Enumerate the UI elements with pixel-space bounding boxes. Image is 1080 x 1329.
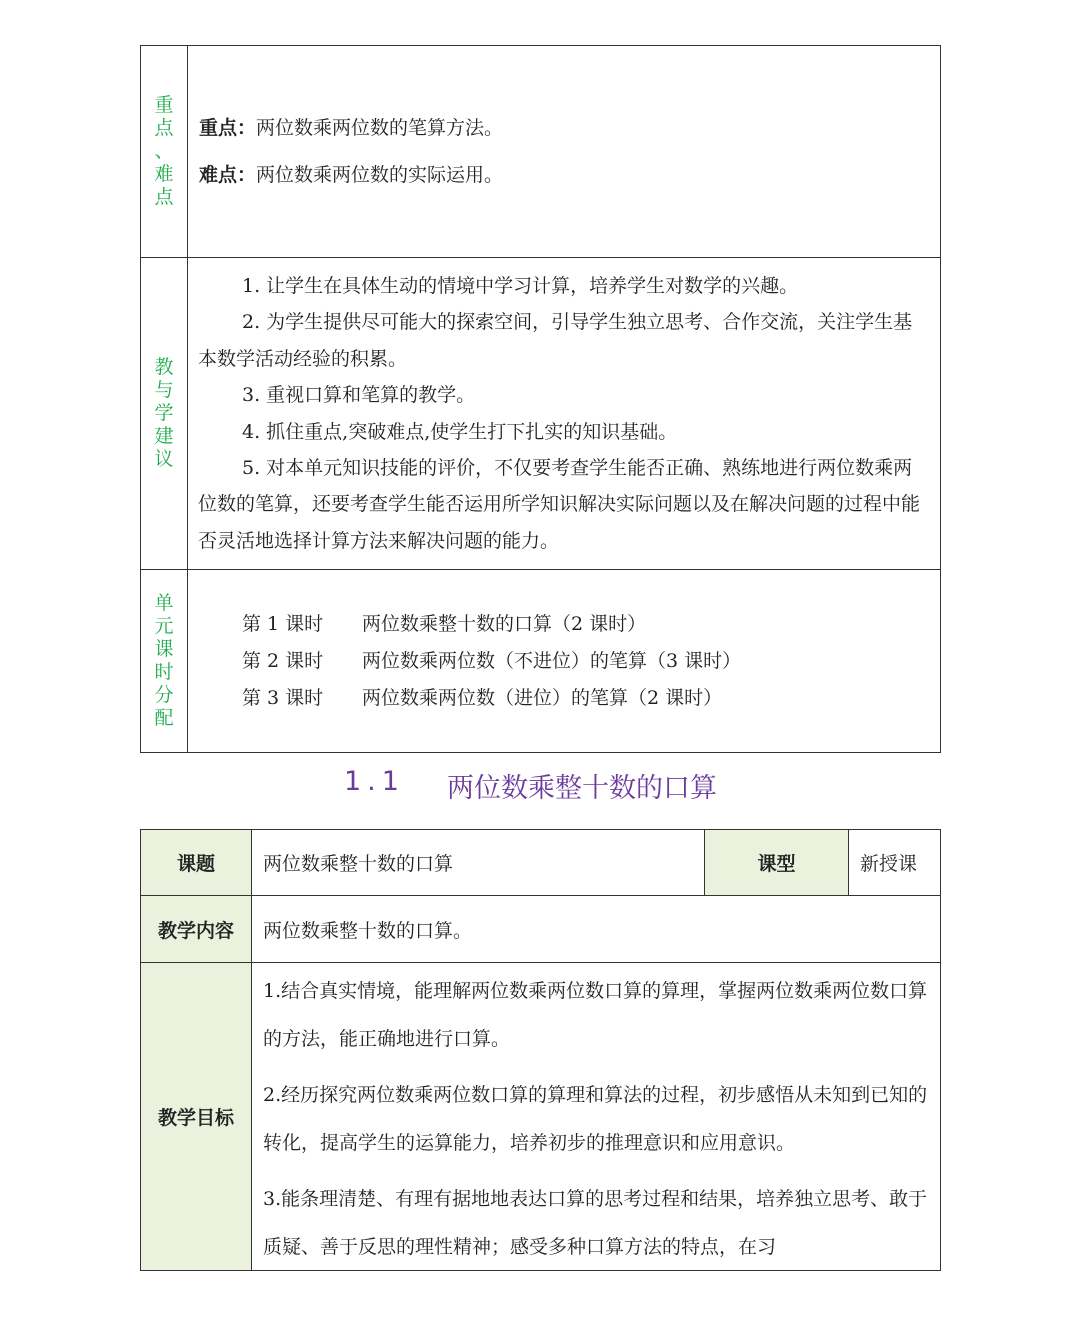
suggestion-item: 3. 重视口算和笔算的教学。 bbox=[242, 384, 476, 407]
section-heading bbox=[0, 766, 1080, 802]
schedule-label bbox=[141, 570, 188, 753]
topic-row bbox=[141, 830, 941, 896]
label-char: 建 bbox=[154, 425, 174, 447]
lesson-line bbox=[242, 643, 940, 680]
suggestions-label bbox=[141, 258, 188, 570]
topic-value: 两位数乘整十数的口算 bbox=[252, 830, 705, 896]
label-char: 点 bbox=[154, 186, 174, 208]
key-point bbox=[199, 105, 940, 152]
type-label: 课型 bbox=[705, 830, 849, 896]
lesson-plan-table bbox=[140, 829, 941, 1271]
focus-content bbox=[188, 46, 941, 258]
label-char: 难 bbox=[154, 163, 174, 185]
label-char: 分 bbox=[154, 684, 174, 706]
suggestions-row bbox=[141, 258, 941, 570]
goal-item: 2.经历探究两位数乘两位数口算的算理和算法的过程，初步感悟从未知到已知的转化，提高学生的运算能力，培养初步的推理意识和应用意识。 bbox=[263, 1084, 928, 1154]
label-char: 与 bbox=[154, 379, 174, 401]
hard-point-text: 两位数乘两位数的实际运用。 bbox=[256, 163, 504, 186]
suggestion-item: 2. 为学生提供尽可能大的探索空间，引导学生独立思考、合作交流，关注学生基本数学活动经验的积累。 bbox=[198, 311, 913, 370]
label-char: 议 bbox=[154, 448, 174, 470]
lesson-title: 两位数乘两位数（进位）的笔算（2 课时） bbox=[362, 686, 723, 709]
label-char: 配 bbox=[154, 707, 174, 729]
content-value: 两位数乘整十数的口算。 bbox=[252, 896, 941, 963]
content-row bbox=[141, 896, 941, 963]
label-char: 重 bbox=[154, 94, 174, 116]
lesson-line bbox=[242, 606, 940, 643]
suggestions-content bbox=[188, 258, 941, 570]
hard-point-label: 难点： bbox=[199, 163, 257, 186]
label-char: 学 bbox=[154, 402, 174, 424]
goals-row bbox=[141, 963, 941, 1271]
content-label: 教学内容 bbox=[141, 896, 252, 963]
lesson-number: 第 1 课时 bbox=[242, 612, 324, 635]
lesson-number: 第 3 课时 bbox=[242, 686, 324, 709]
label-char: 单 bbox=[154, 592, 174, 614]
schedule-row bbox=[141, 570, 941, 753]
focus-row bbox=[141, 46, 941, 258]
goals-content bbox=[252, 963, 941, 1271]
lesson-number: 第 2 课时 bbox=[242, 649, 324, 672]
label-char: 课 bbox=[154, 638, 174, 660]
topic-label: 课题 bbox=[141, 830, 252, 896]
label-char: 教 bbox=[154, 356, 174, 378]
schedule-content bbox=[188, 570, 941, 753]
key-point-label: 重点： bbox=[199, 116, 257, 139]
lesson-line bbox=[242, 680, 940, 717]
label-char: 元 bbox=[154, 615, 174, 637]
label-char: 时 bbox=[154, 661, 174, 683]
section-title: 两位数乘整十数的口算 bbox=[447, 773, 717, 804]
lesson-title: 两位数乘整十数的口算（2 课时） bbox=[362, 612, 647, 635]
type-value: 新授课 bbox=[849, 830, 941, 896]
key-point-text: 两位数乘两位数的笔算方法。 bbox=[256, 116, 504, 139]
lesson-title: 两位数乘两位数（不进位）的笔算（3 课时） bbox=[362, 649, 742, 672]
goal-item: 3.能条理清楚、有理有据地地表达口算的思考过程和结果，培养独立思考、敢于质疑、善于反思的理性精神；感受多种口算方法的特点，在习 bbox=[263, 1188, 928, 1258]
label-char: 点 bbox=[154, 117, 174, 139]
unit-overview-table bbox=[140, 45, 941, 753]
goal-item: 1.结合真实情境，能理解两位数乘两位数口算的算理，掌握两位数乘两位数口算的方法，能正确地进行口算。 bbox=[263, 980, 928, 1050]
label-char: 、 bbox=[154, 140, 174, 162]
hard-point bbox=[199, 152, 940, 199]
suggestion-item: 5. 对本单元知识技能的评价，不仅要考查学生能否正确、熟练地进行两位数乘两位数的笔算，还要考查学生能否运用所学知识解决实际问题以及在解决问题的过程中能否灵活地选择计算方法来解决问题的能力。 bbox=[198, 456, 921, 552]
goals-label: 教学目标 bbox=[141, 963, 252, 1271]
suggestion-item: 1. 让学生在具体生动的情境中学习计算，培养学生对数学的兴趣。 bbox=[242, 274, 799, 297]
focus-label bbox=[141, 46, 188, 258]
section-number: 1.1 bbox=[344, 766, 405, 797]
suggestion-item: 4. 抓住重点,突破难点,使学生打下扎实的知识基础。 bbox=[242, 420, 678, 443]
